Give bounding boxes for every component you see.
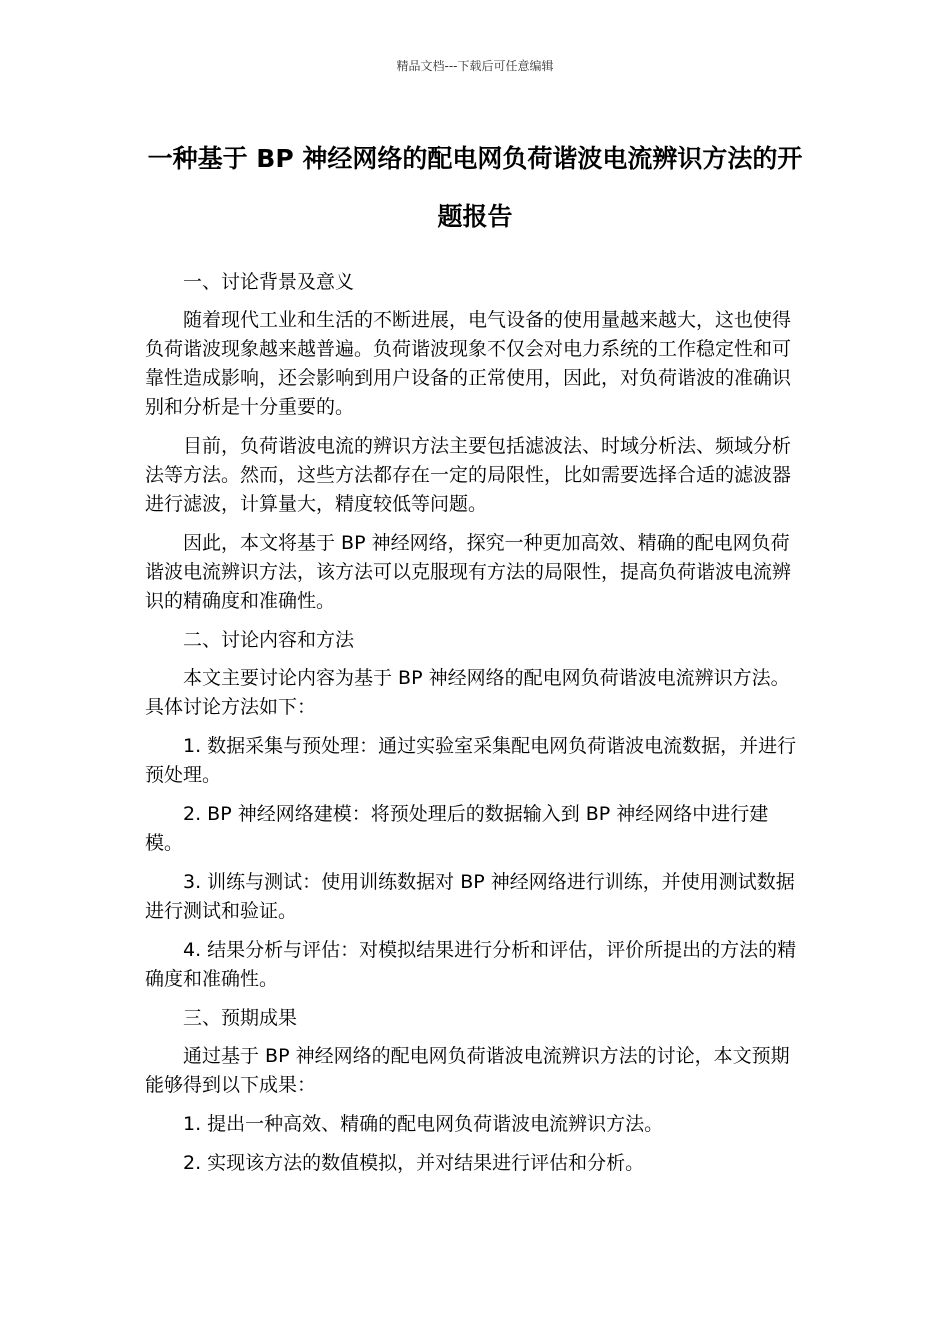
result-item-2: 2. 实现该方法的数值模拟，并对结果进行评估和分析。 [183,1152,645,1174]
paragraph-background-3: 因此，本文将基于 BP 神经网络，探究一种更加高效、精确的配电网负荷谐波电流辨识方法，该方法可以克服现有方法的局限性，提高负荷谐波电流辨识的精确度和准确性。 [145,532,792,612]
section-heading-content-methods: 二、讨论内容和方法 [183,629,355,651]
header-note: 精品文档---下载后可任意编辑 [396,59,554,73]
method-item-2: 2. BP 神经网络建模：将预处理后的数据输入到 BP 神经网络中进行建模。 [145,803,769,854]
document-body [145,268,805,1188]
method-item-3: 3. 训练与测试：使用训练数据对 BP 神经网络进行训练，并使用测试数据进行测试和验证。 [145,871,795,922]
result-item-1: 1. 提出一种高效、精确的配电网负荷谐波电流辨识方法。 [183,1113,664,1135]
method-item-1: 1. 数据采集与预处理：通过实验室采集配电网负荷谐波电流数据，并进行预处理。 [145,735,797,786]
section-heading-background: 一、讨论背景及意义 [183,271,355,293]
document-title: 一种基于 BP 神经网络的配电网负荷谐波电流辨识方法的开题报告 [147,144,803,231]
paragraph-background-2: 目前，负荷谐波电流的辨识方法主要包括滤波法、时域分析法、频域分析法等方法。然而，这些方法都存在一定的局限性，比如需要选择合适的滤波器进行滤波，计算量大，精度较低等问题。 [145,435,792,515]
paragraph-background-1: 随着现代工业和生活的不断进展，电气设备的使用量越来越大，这也使得负荷谐波现象越来越普遍。负荷谐波现象不仅会对电力系统的工作稳定性和可靠性造成影响，还会影响到用户设备的正常使用，因此，对负荷谐波的准确识别和分析是十分重要的。 [145,309,792,418]
section-heading-expected-results: 三、预期成果 [183,1007,298,1029]
paragraph-content-intro: 本文主要讨论内容为基于 BP 神经网络的配电网负荷谐波电流辨识方法。具体讨论方法如下： [145,667,790,718]
paragraph-results-intro: 通过基于 BP 神经网络的配电网负荷谐波电流辨识方法的讨论，本文预期能够得到以下成果： [145,1045,790,1096]
method-item-4: 4. 结果分析与评估：对模拟结果进行分析和评估，评价所提出的方法的精确度和准确性。 [145,939,797,990]
